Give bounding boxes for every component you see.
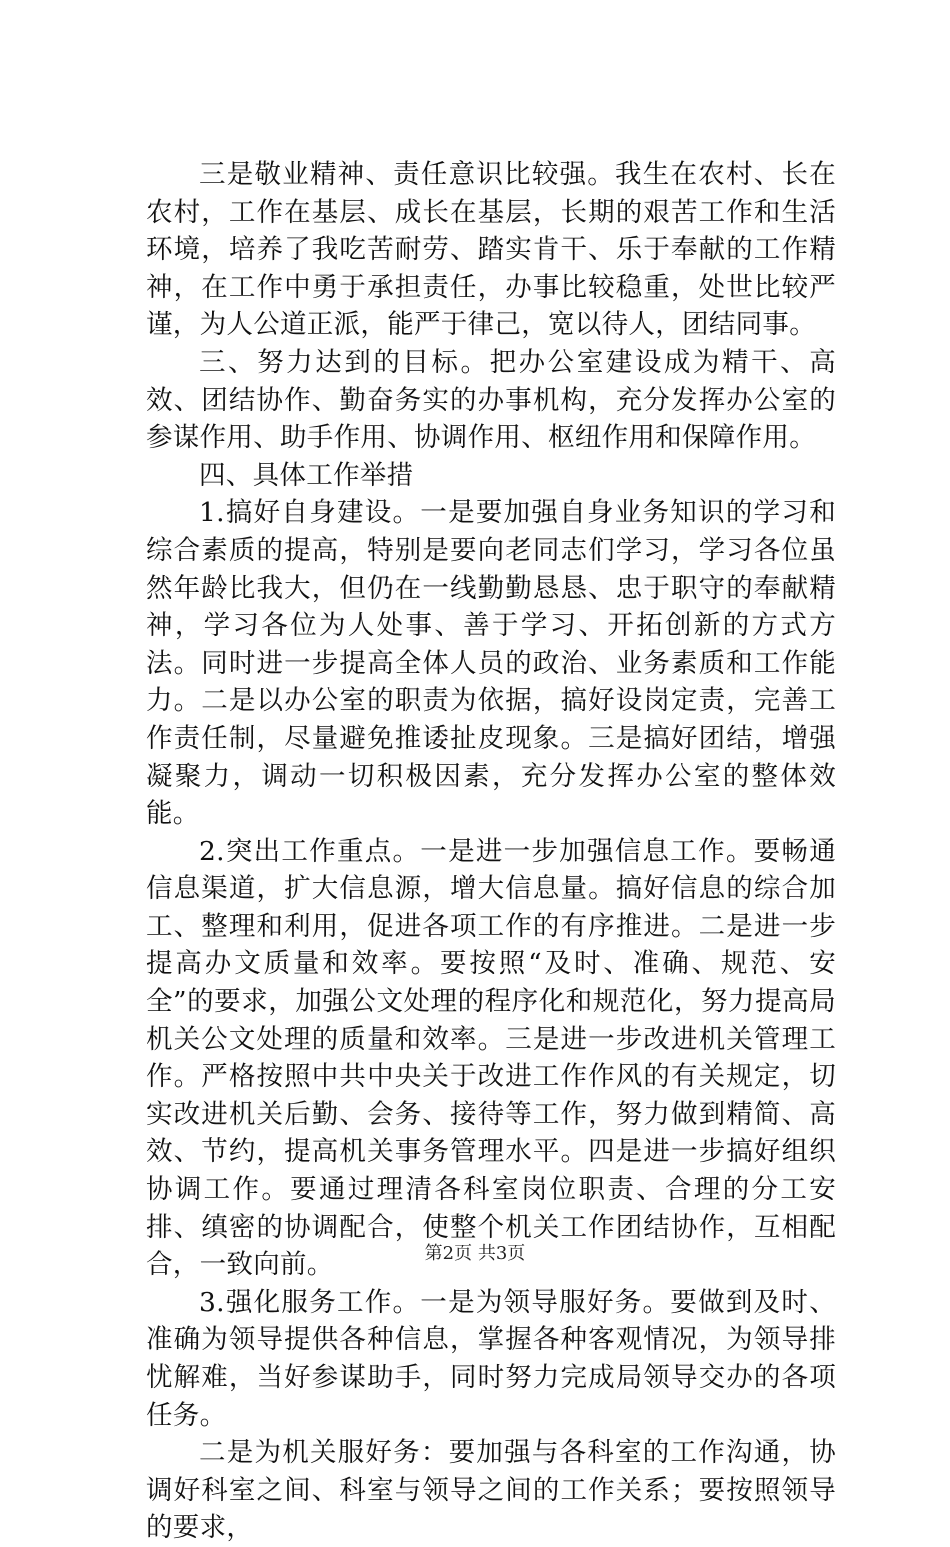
section-heading-measures: 四、具体工作举措: [199, 459, 414, 491]
paragraph-goals: 三、努力达到的目标。把办公室建设成为精干、高效、团结协作、勤奋务实的办事机构，充分发挥办公室的参谋作用、助手作用、协调作用、枢纽作用和保障作用。: [146, 346, 836, 454]
paragraph-work-spirit: 三是敬业精神、责任意识比较强。我生在农村、长在农村，工作在基层、成长在基层，长期的艰苦工作和生活环境，培养了我吃苦耐劳、踏实肯干、乐于奉献的工作精神，在工作中勇于承担责任，办事比较稳重，处世比较严谨，为人公道正派，能严于律己，宽以待人，团结同事。: [146, 159, 836, 341]
document-body: [146, 156, 836, 1547]
paragraph-self-building: 1.搞好自身建设。一是要加强自身业务知识的学习和综合素质的提高，特别是要向老同志们学习，学习各位虽然年龄比我大，但仍在一线勤勤恳恳、忠于职守的奉献精神，学习各位为人处事、善于学习、开拓创新的方式方法。同时进一步提高全体人员的政治、业务素质和工作能力。二是以办公室的职责为依据，搞好设岗定责，完善工作责任制，尽量避免推诿扯皮现象。三是搞好团结，增强凝聚力，调动一切积极因素，充分发挥办公室的整体效能。: [146, 497, 836, 830]
page-footer: 第2页 共3页: [424, 1243, 526, 1264]
paragraph-service-work: 3.强化服务工作。一是为领导服好务。要做到及时、准确为领导提供各种信息，掌握各种客观情况，为领导排忧解难，当好参谋助手，同时努力完成局领导交办的各项任务。: [146, 1286, 836, 1431]
paragraph-key-work: 2.突出工作重点。一是进一步加强信息工作。要畅通信息渠道，扩大信息源，增大信息量。搞好信息的综合加工、整理和利用，促进各项工作的有序推进。二是进一步提高办文质量和效率。要按照“及时、准确、规范、安全”的要求，加强公文处理的程序化和规范化，努力提高局机关公文处理的质量和效率。三是进一步改进机关管理工作。严格按照中共中央关于改进工作作风的有关规定，切实改进机关后勤、会务、接待等工作，努力做到精简、高效、节约，提高机关事务管理水平。四是进一步搞好组织协调工作。要通过理清各科室岗位职责、合理的分工安排、缜密的协调配合，使整个机关工作团结协作，互相配合，一致向前。: [146, 835, 836, 1281]
paragraph-serve-agency: 二是为机关服好务：要加强与各科室的工作沟通，协调好科室之间、科室与领导之间的工作关系；要按照领导的要求，: [146, 1437, 836, 1544]
